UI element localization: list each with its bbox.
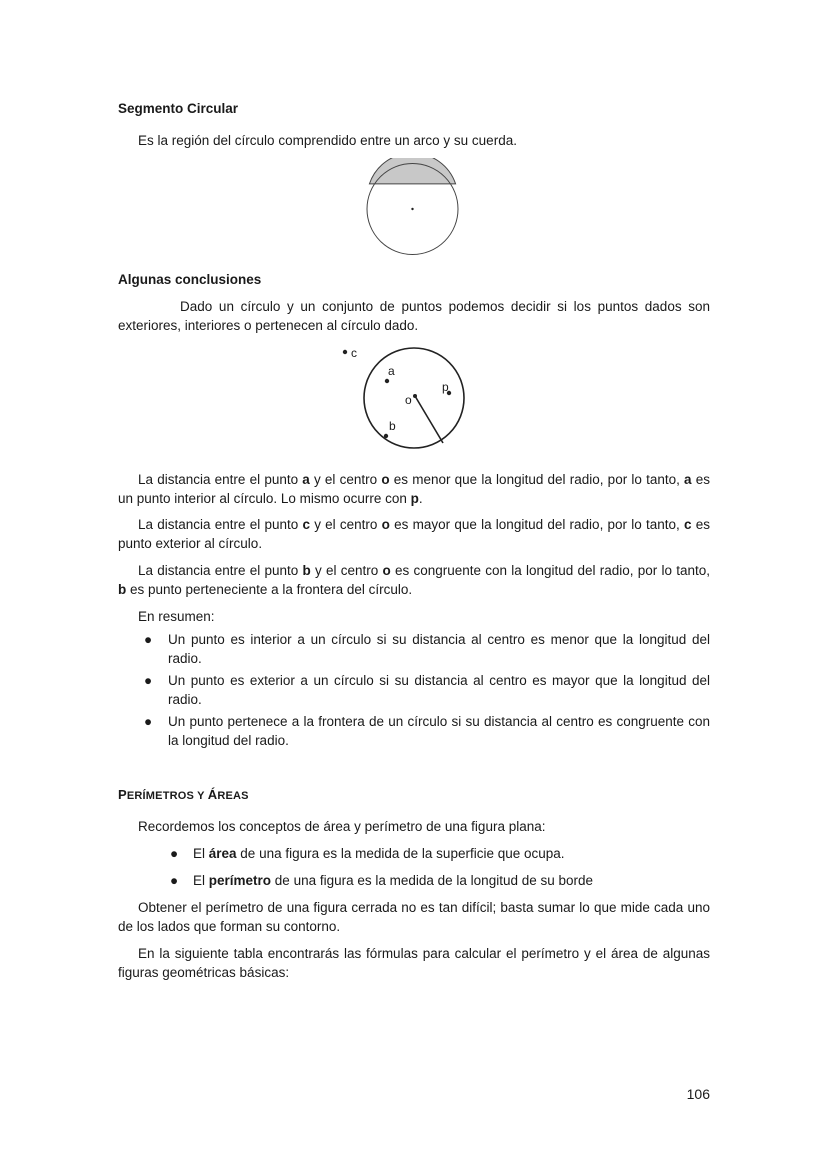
table-intro-paragraph: En la siguiente tabla encontrarás las fórmulas para calcular el perímetro y el área de algunas figuras geométricas básicas: bbox=[118, 946, 710, 980]
list-item-area: ● El área de una figura es la medida de la superficie que ocupa. bbox=[170, 846, 565, 861]
bullet-icon: ● bbox=[170, 846, 179, 861]
circle-center-point bbox=[411, 208, 413, 210]
point-c-label: c bbox=[351, 346, 357, 360]
perimeters-areas-title: PERÍMETROS Y ÁREAS bbox=[118, 787, 249, 802]
point-p-label: p bbox=[442, 380, 449, 394]
list-item: ● Un punto es interior a un círculo si su distancia al centro es menor que la longitud del radio. bbox=[144, 632, 710, 666]
segment-definition: Es la región del círculo comprendido entre un arco y su cuerda. bbox=[138, 133, 517, 148]
conclusions-intro: Dado un círculo y un conjunto de puntos podemos decidir si los puntos dados son exteriores, interiores o pertenecen al círculo dado. bbox=[118, 299, 710, 333]
summary-list bbox=[118, 630, 710, 753]
bullet-icon: ● bbox=[170, 873, 179, 888]
circle-outline bbox=[364, 348, 464, 448]
bullet-icon: ● bbox=[144, 714, 153, 729]
segment-section-title: Segmento Circular bbox=[118, 101, 239, 116]
paragraph-point-b: La distancia entre el punto b y el centro o es congruente con la longitud del radio, por lo tanto, b es punto perteneciente a la frontera del círculo. bbox=[118, 563, 710, 597]
point-a-dot bbox=[385, 379, 389, 383]
conclusions-title: Algunas conclusiones bbox=[118, 272, 262, 287]
perimeter-paragraph: Obtener el perímetro de una figura cerrada no es tan difícil; basta sumar lo que mide cada uno de los lados que forman su contorno. bbox=[118, 900, 710, 934]
points-circle-diagram bbox=[335, 340, 475, 455]
bullet-icon: ● bbox=[144, 673, 153, 688]
list-item-perimeter: ● El perímetro de una figura es la medida de la longitud de su borde bbox=[170, 873, 594, 888]
point-o-dot bbox=[413, 394, 417, 398]
concepts-list bbox=[118, 844, 710, 898]
segment-shaded-region bbox=[369, 158, 455, 184]
point-o-label: o bbox=[405, 393, 412, 407]
summary-label: En resumen: bbox=[138, 609, 215, 624]
list-item: ● Un punto pertenece a la frontera de un círculo si su distancia al centro es congruente con la longitud del radio. bbox=[144, 714, 710, 748]
radius-line bbox=[415, 396, 443, 443]
list-item: ● Un punto es exterior a un círculo si su distancia al centro es mayor que la longitud del radio. bbox=[144, 673, 710, 707]
perimeters-intro: Recordemos los conceptos de área y perímetro de una figura plana: bbox=[138, 819, 546, 834]
bullet-icon: ● bbox=[144, 632, 153, 647]
paragraph-point-c: La distancia entre el punto c y el centro o es mayor que la longitud del radio, por lo tanto, c es punto exterior al círculo. bbox=[118, 517, 710, 551]
page-number: 106 bbox=[686, 1086, 710, 1102]
point-c-dot bbox=[343, 350, 347, 354]
point-b-label: b bbox=[389, 419, 396, 433]
point-a-label: a bbox=[388, 364, 395, 378]
point-b-dot bbox=[384, 434, 388, 438]
circular-segment-diagram bbox=[360, 158, 468, 260]
paragraph-point-a: La distancia entre el punto a y el centro o es menor que la longitud del radio, por lo tanto, a es un punto interior al círculo. Lo mismo ocurre con p. bbox=[118, 472, 711, 506]
